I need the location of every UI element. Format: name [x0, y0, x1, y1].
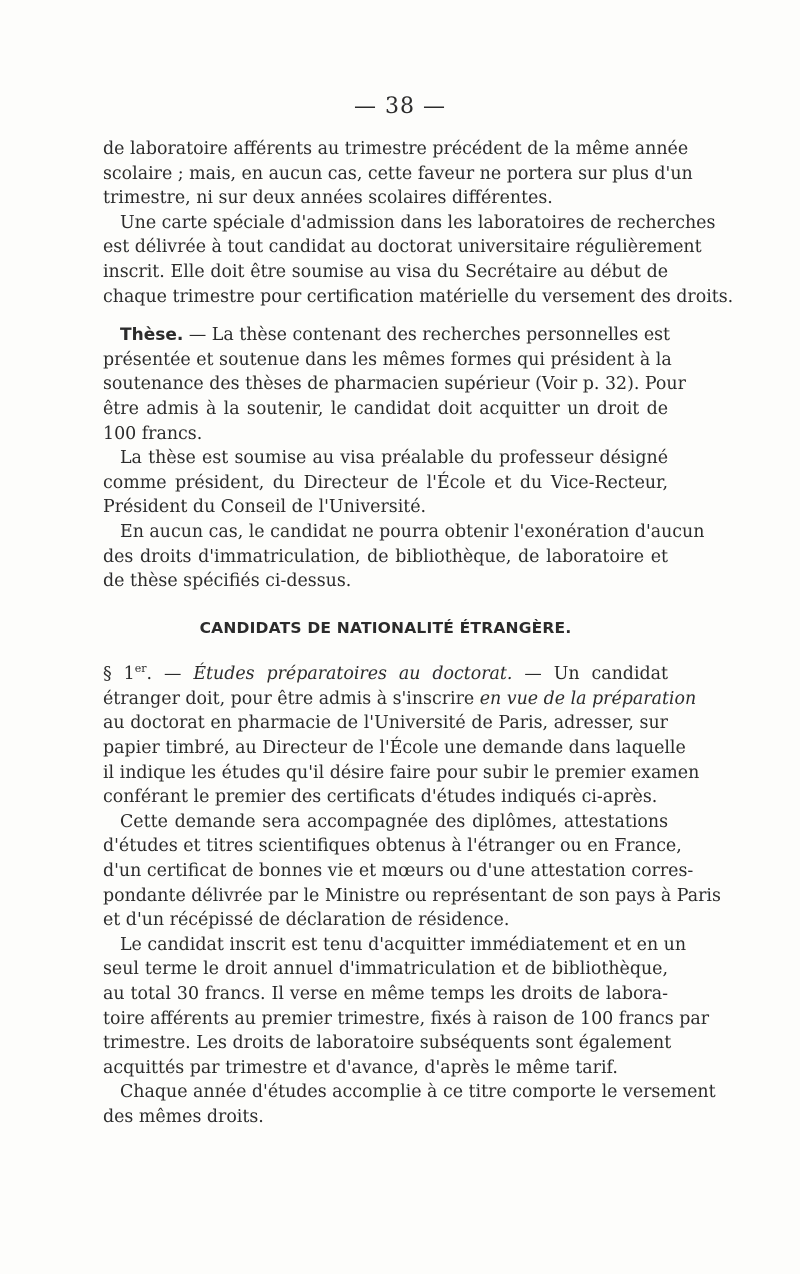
section-dash: . — — [146, 664, 194, 685]
these-intro: — La thèse contenant des recherches personnelles est — [183, 325, 671, 346]
text-line: être admis à la soutenir, le candidat doit acquitter un droit de — [103, 398, 668, 419]
section-mark-sup: er — [134, 662, 147, 676]
text-segment: étranger doit, pour être admis à s'inscrire — [103, 688, 480, 709]
body-text — [103, 137, 734, 1130]
text-line: conférant le premier des certificats d'études indiqués ci-après. — [103, 787, 658, 808]
paragraph-5 — [103, 520, 705, 594]
text-line: La thèse est soumise au visa préalable du professeur désigné — [120, 448, 668, 469]
text-line: chaque trimestre pour certification matérielle du versement des droits. — [103, 286, 734, 307]
paragraph-1 — [103, 137, 693, 211]
text-line: scolaire ; mais, en aucun cas, cette faveur ne portera sur plus d'un — [103, 163, 693, 184]
text-line — [103, 662, 668, 687]
italic-segment: en vue de la préparation — [479, 688, 697, 709]
text-line: au doctorat en pharmacie de l'Université de Paris, adresser, sur — [103, 713, 668, 734]
paragraph-6 — [103, 810, 721, 933]
text-line: comme président, du Directeur de l'École et du Vice-Recteur, — [103, 472, 668, 493]
text-line: il indique les études qu'il désire faire pour subir le premier examen — [103, 762, 700, 783]
section-title: Études préparatoires au doctorat. — [193, 664, 513, 685]
text-line: Président du Conseil de l'Université. — [103, 497, 427, 518]
section-heading: CANDIDATS DE NATIONALITÉ ÉTRANGÈRE. — [199, 618, 572, 637]
text-line: En aucun cas, le candidat ne pourra obtenir l'exonération d'aucun — [120, 521, 705, 542]
text-line: au total 30 francs. Il verse en même temps les droits de labora- — [103, 984, 668, 1004]
paragraph-7 — [103, 933, 710, 1081]
text-line: soutenance des thèses de pharmacien supérieur (Voir p. 32). Pour — [103, 374, 686, 395]
spacer — [103, 594, 668, 616]
text-line: trimestre. Les droits de laboratoire subséquents sont également — [103, 1033, 672, 1054]
text-line: pondante délivrée par le Ministre ou représentant de son pays à Paris — [103, 885, 721, 906]
page-number: — 38 — — [354, 94, 446, 119]
text-line: des droits d'immatriculation, de bibliothèque, de laboratoire et — [103, 546, 668, 567]
text-line: d'études et titres scientifiques obtenus à l'étranger ou en France, — [103, 836, 682, 857]
text-line: inscrit. Elle doit être soumise au visa du Secrétaire au début de — [103, 261, 668, 282]
text-line — [103, 687, 697, 712]
section-mark: § 1 — [103, 664, 135, 685]
these-heading: Thèse. — [120, 325, 184, 346]
text-line: Chaque année d'études accomplie à ce titre comporte le versement — [120, 1082, 716, 1103]
text-line: Le candidat inscrit est tenu d'acquitter immédiatement et en un — [120, 934, 687, 955]
spacer — [103, 309, 668, 323]
text-line: acquittés par trimestre et d'avance, d'après le même tarif. — [103, 1057, 618, 1078]
text-line: des mêmes droits. — [103, 1106, 264, 1127]
text-line: présentée et soutenue dans les mêmes formes qui président à la — [103, 349, 672, 370]
paragraph-these — [103, 323, 686, 446]
text-line: et d'un récépissé de déclaration de résidence. — [103, 910, 510, 931]
text-line: de laboratoire afférents au trimestre précédent de la même année — [103, 139, 689, 159]
text-line: d'un certificat de bonnes vie et mœurs ou d'une attestation corres- — [103, 861, 694, 882]
spacer — [103, 640, 668, 662]
paragraph-8 — [103, 1080, 716, 1129]
text-line: 100 francs. — [103, 423, 203, 444]
text-line — [103, 323, 671, 348]
section-title-rest: — Un candidat — [512, 664, 668, 685]
paragraph-2 — [103, 211, 734, 309]
text-line: toire afférents au premier trimestre, fixés à raison de 100 francs par — [103, 1008, 710, 1029]
text-line: Une carte spéciale d'admission dans les laboratoires de recherches — [120, 212, 716, 233]
text-line: papier timbré, au Directeur de l'École une demande dans laquelle — [103, 738, 686, 759]
text-line: trimestre, ni sur deux années scolaires différentes. — [103, 188, 553, 209]
text-line: de thèse spécifiés ci-dessus. — [103, 571, 352, 592]
text-line: seul terme le droit annuel d'immatriculation et de bibliothèque, — [103, 959, 668, 980]
text-line: est délivrée à tout candidat au doctorat universitaire régulièrement — [103, 237, 702, 258]
paragraph-4 — [103, 446, 668, 520]
paragraph-section-1 — [103, 662, 700, 810]
text-line: Cette demande sera accompagnée des diplômes, attestations — [120, 811, 668, 832]
